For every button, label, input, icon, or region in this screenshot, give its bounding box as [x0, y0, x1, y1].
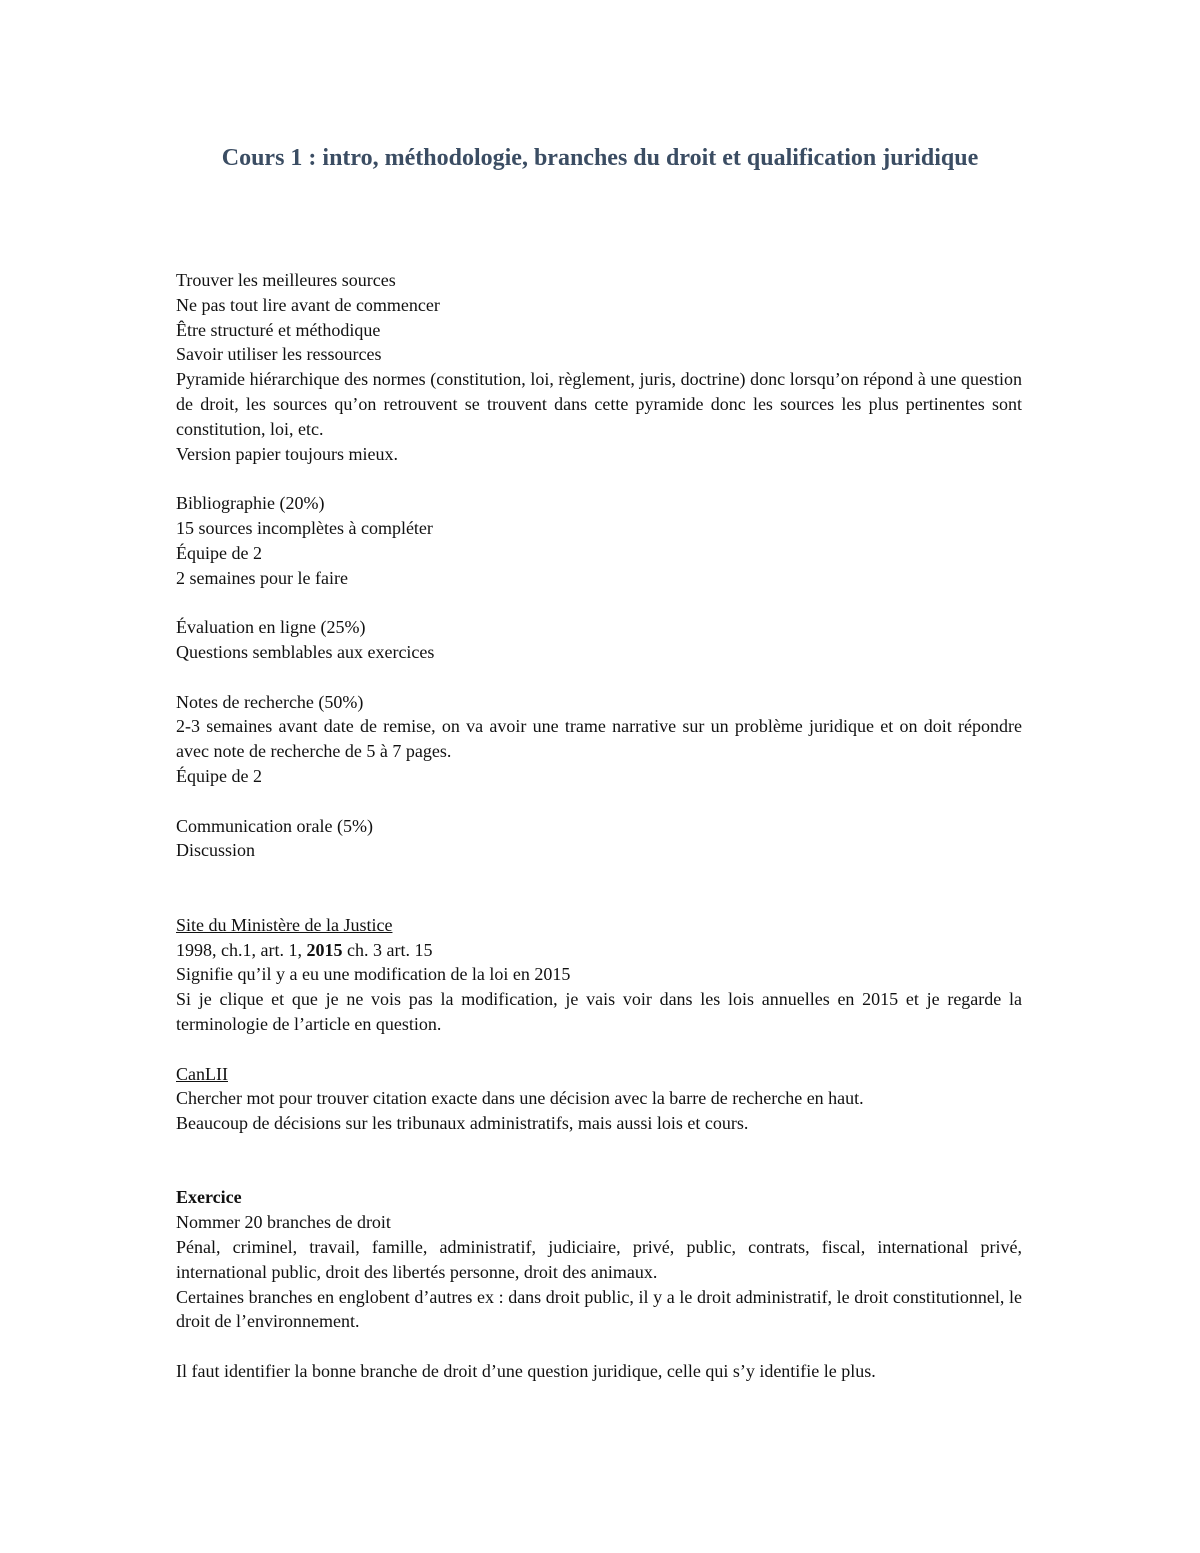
citation-year: 2015 [306, 939, 343, 960]
ministere-paragraph: Si je clique et que je ne vois pas la modification, je vais voir dans les lois annuelles en 2015 et je regarde la terminologie de l’article en question. [176, 989, 1022, 1034]
citation-prefix: 1998, ch.1, art. 1, [176, 939, 307, 960]
spacer [176, 1037, 1022, 1062]
intro-line: Savoir utiliser les ressources [176, 344, 382, 365]
branches-paragraph: Pénal, criminel, travail, famille, administratif, judiciaire, privé, public, contrats, fiscal, international privé, international public, droit des libertés personne, droit des animaux. [176, 1237, 1022, 1282]
spacer [176, 1136, 1022, 1186]
bibliographie-line: Équipe de 2 [176, 542, 262, 563]
bibliographie-line: 15 sources incomplètes à compléter [176, 517, 433, 538]
pyramid-paragraph: Pyramide hiérarchique des normes (constitution, loi, règlement, juris, doctrine) donc lorsqu’on répond à une question de droit, les sources qu’on retrouvent se trouvent dans cette pyramide donc les sources les plus pertinentes sont constitution, loi, etc. [176, 369, 1022, 439]
canlii-line: Beaucoup de décisions sur les tribunaux administratifs, mais aussi lois et cours. [176, 1113, 749, 1134]
spacer [176, 1334, 1022, 1359]
conclusion-line: Il faut identifier la bonne branche de droit d’une question juridique, celle qui s’y identifie le plus. [176, 1361, 876, 1382]
citation-line [176, 938, 1022, 963]
spacer [176, 466, 1022, 491]
ministere-link[interactable]: Site du Ministère de la Justice [176, 914, 393, 935]
ministere-link-line [176, 913, 1022, 938]
exercice-line: Nommer 20 branches de droit [176, 1212, 391, 1233]
spacer [176, 590, 1022, 615]
communication-line: Discussion [176, 840, 256, 861]
englobent-paragraph: Certaines branches en englobent d’autres ex : dans droit public, il y a le droit administratif, le droit constitutionnel, le droit de l’environnement. [176, 1286, 1022, 1332]
canlii-line: Chercher mot pour trouver citation exacte dans une décision avec la barre de recherche en haut. [176, 1088, 864, 1109]
spacer [176, 789, 1022, 814]
notes-team: Équipe de 2 [176, 765, 262, 786]
citation-suffix: ch. 3 art. 15 [342, 939, 433, 960]
evaluation-line: Questions semblables aux exercices [176, 641, 435, 662]
notes-description: 2-3 semaines avant date de remise, on va avoir une trame narrative sur un problème juridique et on doit répondre avec note de recherche de 5 à 7 pages. [176, 716, 1022, 762]
spacer [176, 665, 1022, 690]
intro-line: Ne pas tout lire avant de commencer [176, 294, 440, 315]
intro-line: Trouver les meilleures sources [176, 270, 396, 290]
bibliographie-heading: Bibliographie (20%) [176, 493, 325, 514]
communication-heading: Communication orale (5%) [176, 815, 373, 836]
document-body [176, 268, 1022, 1384]
canlii-link[interactable]: CanLII [176, 1063, 228, 1084]
notes-heading: Notes de recherche (50%) [176, 691, 364, 712]
bibliographie-line: 2 semaines pour le faire [176, 567, 348, 588]
paper-line: Version papier toujours mieux. [176, 443, 398, 464]
document-title: Cours 1 : intro, méthodologie, branches du droit et qualification juridique [221, 145, 979, 171]
canlii-link-line [176, 1062, 1022, 1087]
spacer [176, 863, 1022, 913]
evaluation-heading: Évaluation en ligne (25%) [176, 617, 366, 638]
ministere-line: Signifie qu’il y a eu une modification de la loi en 2015 [176, 964, 571, 985]
intro-line: Être structuré et méthodique [176, 319, 381, 340]
exercice-heading: Exercice [176, 1187, 242, 1208]
